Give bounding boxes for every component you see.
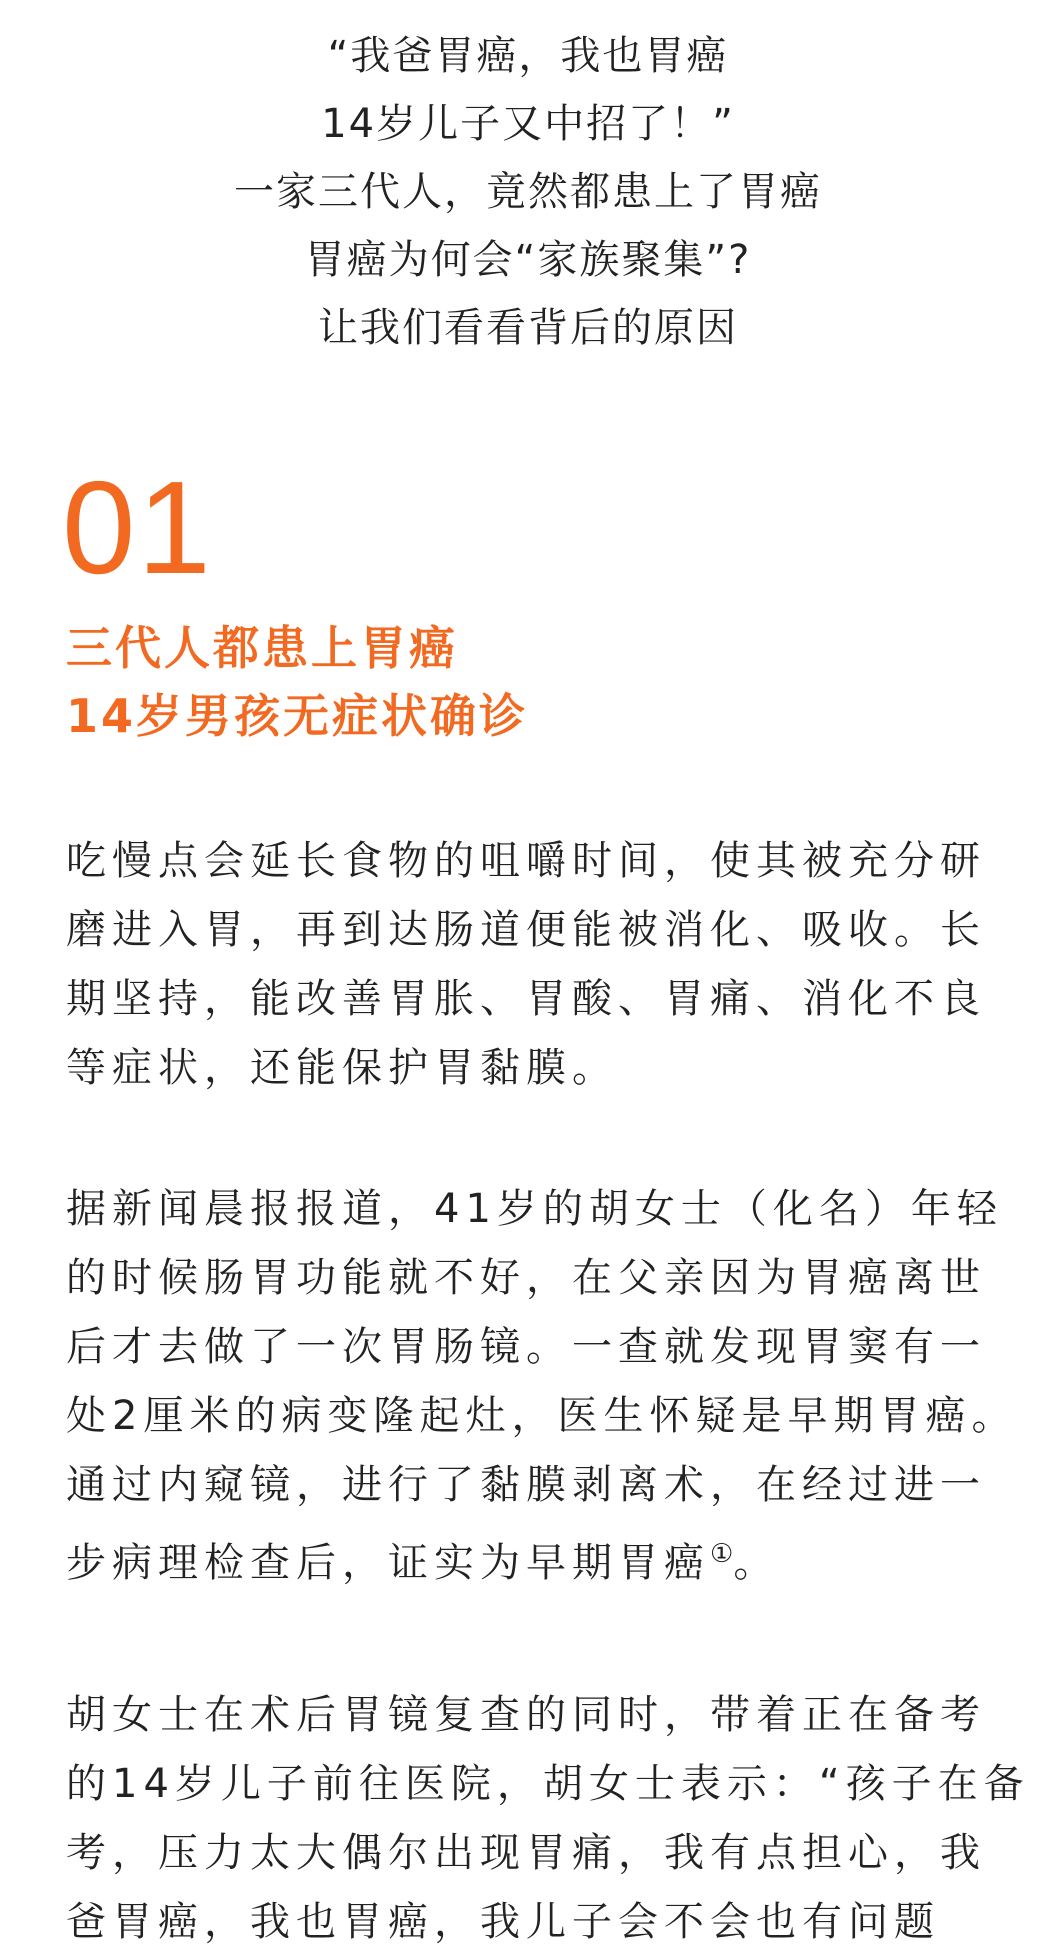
section-number: 01 (62, 454, 213, 601)
paragraph-line: 通过内窥镜，进行了黏膜剥离术，在经过进一 (66, 1462, 986, 1508)
paragraph-line: 据新闻晨报报道，41岁的胡女士（化名）年轻 (66, 1186, 1003, 1232)
paragraph-line-text: 步病理检查后，证实为早期胃癌 (66, 1540, 710, 1586)
intro-block (0, 22, 1056, 362)
paragraph-line: 考，压力太大偶尔出现胃痛，我有点担心，我 (66, 1830, 986, 1876)
paragraph-line: 磨进入胃，再到达肠道便能被消化、吸收。长 (66, 907, 986, 953)
paragraph-line: 的时候肠胃功能就不好，在父亲因为胃癌离世 (66, 1255, 986, 1301)
intro-line: “我爸胃癌，我也胃癌 (327, 33, 729, 79)
paragraph-line: 处2厘米的病变隆起灶，医生怀疑是早期胃癌。 (66, 1393, 1018, 1439)
section-title-line: 三代人都患上胃癌 (66, 621, 458, 675)
intro-line: 胃癌为何会“家族聚集”? (304, 237, 752, 283)
section-title-line: 14岁男孩无症状确诊 (66, 689, 529, 743)
intro-line: 14岁儿子又中招了！” (321, 101, 735, 147)
paragraph-last-line (66, 1520, 996, 1598)
paragraph-line: 爸胃癌，我也胃癌，我儿子会不会也有问题 (66, 1899, 940, 1945)
paragraph-3 (66, 1681, 1030, 1957)
paragraph-line: 后才去做了一次胃肠镜。一查就发现胃窦有一 (66, 1324, 986, 1370)
section-title (66, 614, 528, 750)
intro-line: 一家三代人，竟然都患上了胃癌 (234, 169, 822, 215)
paragraph-line: 吃慢点会延长食物的咀嚼时间，使其被充分研 (66, 838, 986, 884)
paragraph-line: 的14岁儿子前往医院，胡女士表示：“孩子在备 (66, 1761, 1030, 1807)
paragraph-line: 期坚持，能改善胃胀、胃酸、胃痛、消化不良 (66, 976, 986, 1022)
paragraph-line: 等症状，还能保护胃黏膜。 (66, 1045, 618, 1091)
paragraph-2 (66, 1175, 1018, 1598)
sentence-end: 。 (733, 1540, 780, 1586)
footnote-reference[interactable]: ① (710, 1539, 734, 1569)
paragraph-1 (66, 827, 996, 1103)
intro-line: 让我们看看背后的原因 (318, 305, 738, 351)
paragraph-line: 胡女士在术后胃镜复查的同时，带着正在备考 (66, 1692, 986, 1738)
